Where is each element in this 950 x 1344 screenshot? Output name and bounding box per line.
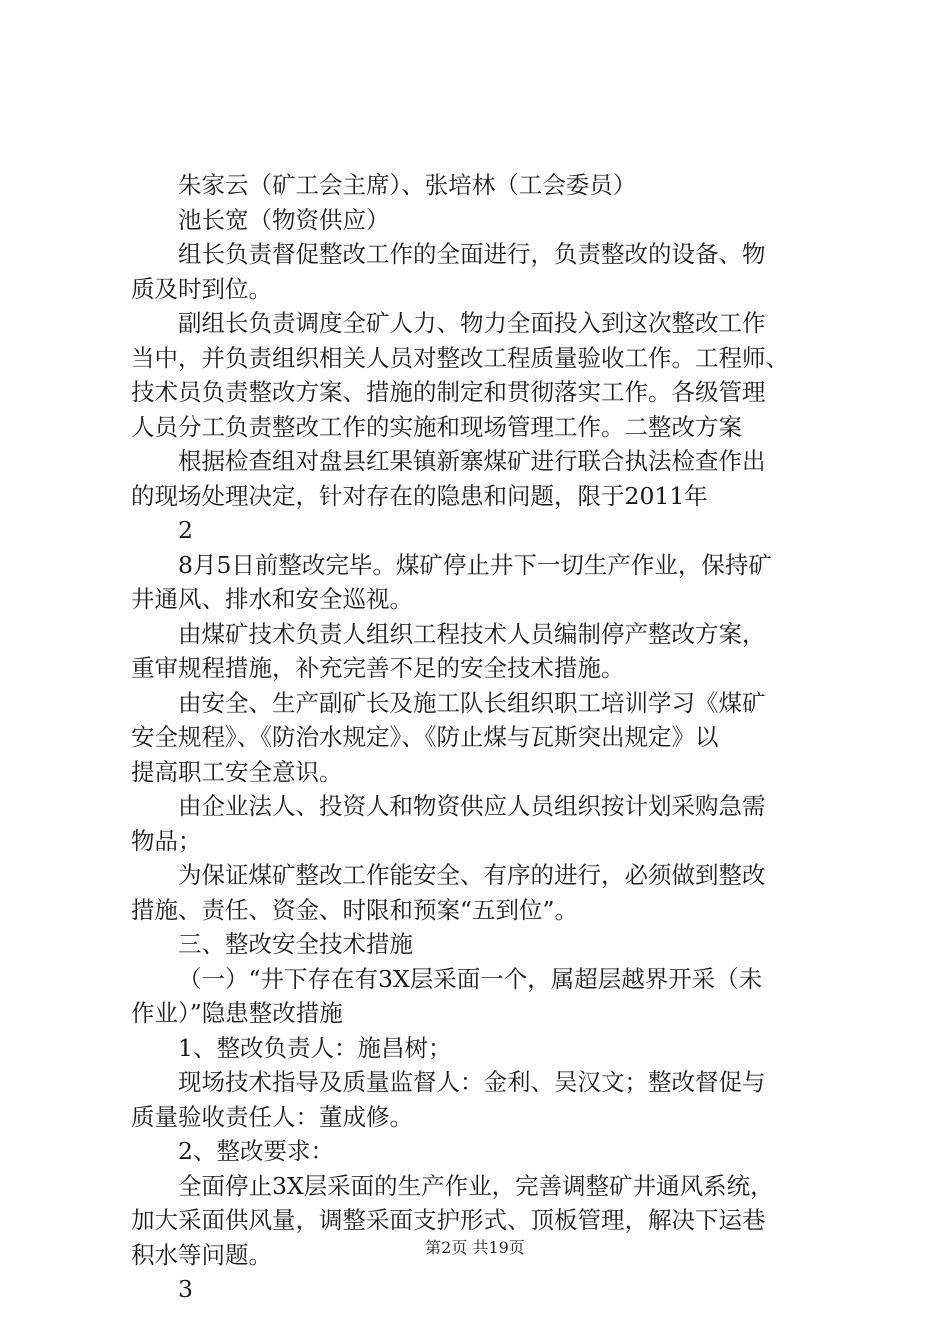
- text-line: 措施、责任、资金、时限和预案“五到位”。: [131, 895, 579, 924]
- text-line: 提高职工安全意识。: [131, 757, 343, 786]
- document-body: [131, 168, 831, 1307]
- text-line: 作业）”隐患整改措施: [131, 999, 343, 1027]
- text-line: 安全规程》、《防治水规定》、《防止煤与瓦斯突出规定》以: [131, 723, 719, 751]
- text-line: 根据检查组对盘县红果镇新寨煤矿进行联合执法检查作出: [178, 447, 766, 475]
- text-line: 由安全、生产副矿长及施工队长组织职工培训学习《煤矿: [178, 688, 766, 717]
- text-line: 2、整改要求：: [178, 1137, 334, 1165]
- text-line: 物品；: [131, 826, 202, 855]
- page-number-marker: 3: [178, 1275, 193, 1303]
- text-line: 朱家云（矿工会主席）、张培林（工会委员）: [178, 171, 637, 199]
- text-line: 组长负责督促整改工作的全面进行，负责整改的设备、物: [178, 240, 766, 268]
- text-line: 副组长负责调度全矿人力、物力全面投入到这次整改工作: [178, 309, 766, 337]
- text-line: 积水等问题。: [131, 1240, 272, 1269]
- text-line: 重审规程措施，补充完善不足的安全技术措施。: [131, 654, 625, 682]
- text-line: 人员分工负责整改工作的实施和现场管理工作。二整改方案: [131, 412, 742, 441]
- text-line: 现场技术指导及质量监督人：金利、吴汉文；整改督促与: [178, 1068, 766, 1096]
- text-line: 质量验收责任人：董成修。: [131, 1102, 413, 1131]
- subsection-heading: （一）“井下存在有3X层采面一个，属超层越界开采（未: [178, 964, 763, 993]
- text-line: 为保证煤矿整改工作能安全、有序的进行，必须做到整改: [178, 861, 766, 889]
- section-heading: 三、整改安全技术措施: [178, 930, 413, 958]
- text-line: 技术员负责整改方案、措施的制定和贯彻落实工作。各级管理: [131, 378, 766, 406]
- text-line: 由煤矿技术负责人组织工程技术人员编制停产整改方案，: [178, 619, 766, 648]
- text-line: 池长宽（物资供应）: [178, 205, 390, 234]
- text-line: 1、整改负责人：施昌树；: [178, 1033, 452, 1062]
- text-line: 全面停止3X层采面的生产作业，完善调整矿井通风系统，: [178, 1171, 774, 1200]
- page-footer: 第2页 共19页: [425, 1238, 525, 1257]
- text-line: 当中，并负责组织相关人员对整改工程质量验收工作。工程师、: [131, 343, 789, 372]
- text-line: 由企业法人、投资人和物资供应人员组织按计划采购急需: [178, 792, 766, 820]
- text-line: 井通风、排水和安全巡视。: [131, 585, 413, 613]
- text-line: 质及时到位。: [131, 274, 272, 303]
- text-line: 8月5日前整改完毕。煤矿停止井下一切生产作业，保持矿: [178, 550, 772, 579]
- text-line: 加大采面供风量，调整采面支护形式、顶板管理，解决下运巷: [131, 1206, 766, 1234]
- page-number-marker: 2: [178, 516, 193, 544]
- text-line: 的现场处理决定，针对存在的隐患和问题，限于2011年: [131, 481, 708, 510]
